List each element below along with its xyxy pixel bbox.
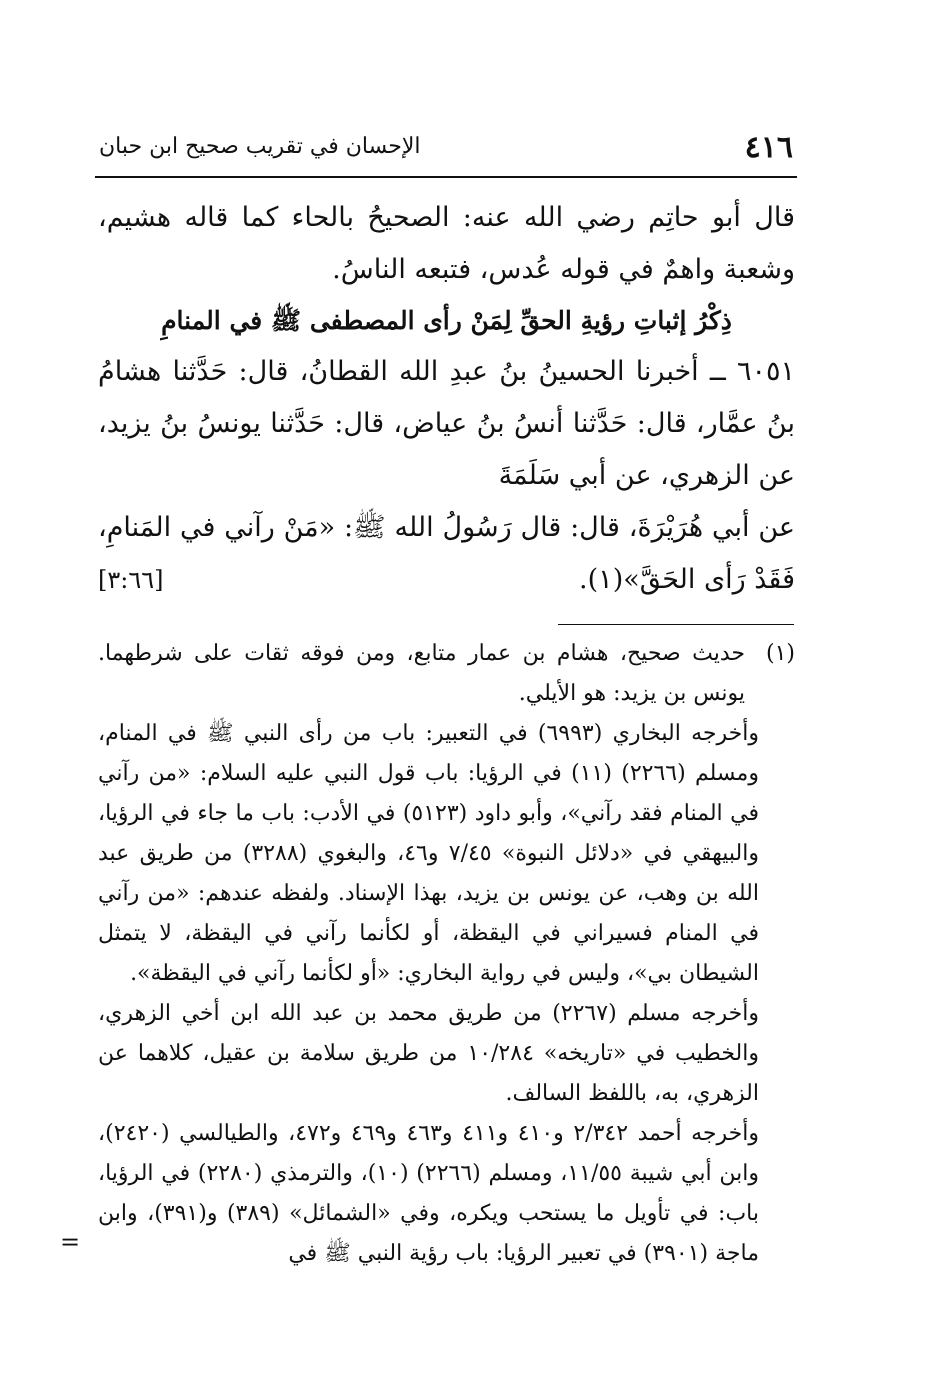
intro-paragraph: قال أبو حاتِم رضي الله عنه: الصحيحُ بالحاء كما قاله هشيم، وشعبة واهمٌ في قوله عُدس، فتبعه الناسُ. (98, 202, 795, 285)
page-number: ٤١٦ (744, 130, 793, 165)
main-text (98, 192, 795, 606)
header-divider (95, 176, 797, 178)
footnote-paragraph (98, 634, 795, 714)
footnote-paragraph: وأخرجه أحمد ٢/٣٤٢ و٤١٠ و٤١١ و٤٦٣ و٤٦٩ و٤٧٢، والطيالسي (٢٤٢٠)، وابن أبي شيبة ١١/٥٥، ومسلم (٢٢٦٦) (١٠)، والترمذي (٢٢٨٠) في الرؤيا، باب: في تأويل ما يستحب ويكره، وفي «الشمائل» (٣٨٩) و(٣٩١)، وابن ماجة (٣٩٠١) في تعبير الرؤيا: باب رؤية النبي ﷺ في (98, 1121, 759, 1266)
running-title: الإحسان في تقريب صحيح ابن حبان (99, 134, 421, 159)
isnad-paragraph: ٦٠٥١ ــ أخبرنا الحسينُ بنُ عبدِ الله القطانُ، قال: حَدَّثنا هشامُ بنُ عمَّار، قال: حَدَّثنا أنسُ بنُ عياض، قال: حَدَّثنا يونسُ بنُ يزيد، عن الزهري، عن أبي سَلَمَةَ (98, 356, 795, 491)
page-header (95, 128, 797, 172)
continuation-mark: = (60, 1228, 81, 1256)
matn-paragraph (98, 502, 795, 606)
footnote-divider (558, 624, 794, 625)
footnotes-section (98, 634, 795, 1274)
footnote-text: حديث صحيح، هشام بن عمار متابع، ومن فوقه ثقات على شرطهما. يونس بن يزيد: هو الأيلي. (98, 641, 745, 706)
hadith-reference: [٣:٦٦] (98, 566, 164, 594)
chapter-title: ذِكْرُ إثباتِ رؤيةِ الحقِّ لِمَنْ رأى المصطفى ﷺ في المنامِ (161, 306, 732, 335)
footnote-paragraph: وأخرجه البخاري (٦٩٩٣) في التعبير: باب من رأى النبي ﷺ في المنام، ومسلم (٢٢٦٦) (١١) في الرؤيا: باب قول النبي عليه السلام: «من رآني في المنام فقد رآني»، وأبو داود (٥١٢٣) في الأدب: باب ما جاء في الرؤيا، والبيهقي في «دلائل النبوة» ٧/٤٥ و٤٦، والبغوي (٣٢٨٨) من طريق عبد الله بن وهب، عن يونس بن يزيد، بهذا الإسناد. ولفظه عندهم: «من رآني في المنام فسيراني في اليقظة، أو لكأنما رآني في اليقظة، لا يتمثل الشيطان بي»، وليس في رواية البخاري: «أو لكأنما رآني في اليقظة». (98, 721, 759, 986)
footnote-paragraph: وأخرجه مسلم (٢٢٦٧) من طريق محمد بن عبد الله ابن أخي الزهري، والخطيب في «تاريخه» ١٠/٢٨٤ من طريق سلامة بن عقيل، كلاهما عن الزهري، به، باللفظ السالف. (98, 1001, 760, 1106)
footnote-marker: (١) (765, 641, 795, 666)
matn-text: عن أبي هُرَيْرَةَ، قال: قال رَسُولُ الله ﷺ: «مَنْ رآني في المَنامِ، فَقَدْ رَأى الحَقَّ»(١). (98, 512, 795, 595)
